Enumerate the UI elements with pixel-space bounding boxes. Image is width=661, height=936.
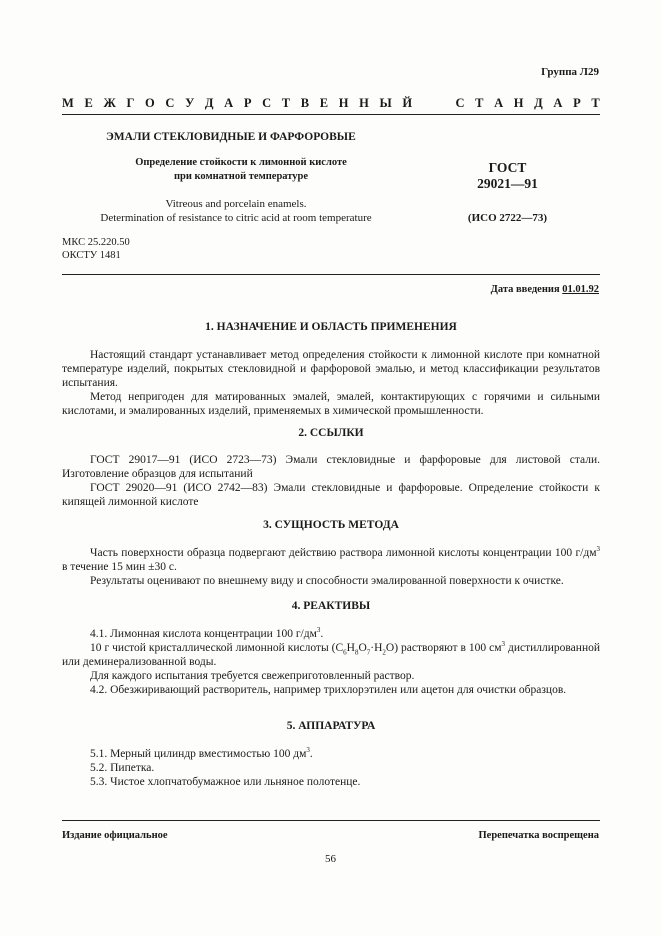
- subscript: 6: [343, 648, 347, 657]
- document-subtitle: [106, 156, 376, 184]
- reference-item: ГОСТ 29020—91 (ИСО 2742—83) Эмали стекловидные и фарфоровые. Определение стойкости к кипящей лимонной кислоте: [62, 482, 600, 508]
- banner-letter: Й: [402, 96, 413, 110]
- english-title-line: Determination of resistance to citric acid at room temperature: [100, 212, 372, 224]
- superscript: 3: [596, 545, 600, 554]
- effective-date-value: 01.01.92: [562, 284, 599, 295]
- header-rule: [62, 274, 600, 275]
- banner-word-gap: [423, 96, 445, 110]
- section-heading: 5. АППАРАТУРА: [286, 720, 376, 732]
- text-run: в течение 15 мин ±30 с.: [62, 561, 177, 573]
- text-run: .: [320, 628, 324, 640]
- gost-label: ГОСТ: [488, 160, 527, 175]
- section-heading: 1. НАЗНАЧЕНИЕ И ОБЛАСТЬ ПРИМЕНЕНИЯ: [205, 321, 457, 333]
- section-heading: 4. РЕАКТИВЫ: [291, 600, 371, 612]
- banner-letter: Т: [591, 96, 600, 110]
- english-title: [86, 197, 386, 225]
- okstu-code: ОКСТУ 1481: [62, 250, 121, 261]
- banner-letter: Р: [573, 96, 581, 110]
- iso-reference: (ИСО 2722—73): [467, 212, 548, 224]
- footer-official-edition: Издание официальное: [62, 830, 168, 841]
- document-title: ЭМАЛИ СТЕКЛОВИДНЫЕ И ФАРФОРОВЫЕ: [106, 131, 356, 143]
- banner-letter: Ж: [103, 96, 116, 110]
- effective-date: [491, 283, 599, 297]
- paragraph: 5.2. Пипетка.: [90, 762, 155, 774]
- section-2: [62, 426, 600, 509]
- subscript: 7: [366, 648, 371, 657]
- section-5: [62, 719, 600, 789]
- section-1: [62, 320, 600, 418]
- footer-rule: [62, 820, 600, 821]
- banner-letter: О: [145, 96, 155, 110]
- top-rule: [62, 114, 600, 115]
- banner-letter: Р: [243, 96, 252, 110]
- banner-letter: В: [300, 96, 310, 110]
- page-number: 56: [325, 853, 336, 865]
- section-4: [62, 599, 600, 697]
- classification-codes: [62, 236, 130, 262]
- subtitle-line: Определение стойкости к лимонной кислоте: [135, 157, 347, 168]
- text-run: дистиллированной или деминерализованной воды.: [62, 642, 601, 668]
- banner-letter: Н: [513, 96, 524, 110]
- text-run: Часть поверхности образца подвергают действию раствора лимонной кислоты концентрации 100 г/дм: [90, 547, 597, 559]
- banner-letter: Н: [359, 96, 369, 110]
- paragraph: Настоящий стандарт устанавливает метод определения стойкости к лимонной кислоте при комнатной температуре изделий, покрытых стекловидной и фарфоровой эмалью, и метод классификации результатов испытания.: [62, 349, 600, 389]
- banner-letter: С: [165, 96, 175, 110]
- section-heading: 2. ССЫЛКИ: [298, 427, 364, 439]
- banner-letter: Т: [475, 96, 484, 110]
- banner-letter: Ы: [379, 96, 392, 110]
- footer-reprint-notice: Перепечатка воспрещена: [478, 830, 599, 841]
- superscript: 3: [316, 626, 321, 635]
- text-run: 4.1. Лимонная кислота концентрации 100 г/дм: [90, 628, 317, 640]
- section-3: [62, 518, 600, 588]
- paragraph: 4.2. Обезжиривающий растворитель, например трихлорэтилен или ацетон для очистки образцов.: [90, 684, 567, 696]
- section-heading: 3. СУЩНОСТЬ МЕТОДА: [263, 519, 399, 531]
- subscript: 2: [382, 648, 386, 657]
- paragraph: 5.3. Чистое хлопчатобумажное или льняное полотенце.: [90, 776, 361, 788]
- banner-letter: Г: [126, 96, 135, 110]
- paragraph: [62, 641, 600, 669]
- text-run: .: [309, 748, 313, 760]
- banner-letter: Д: [534, 96, 543, 110]
- paragraph: Результаты оценивают по внешнему виду и способности эмалированной поверхности к очистке.: [90, 575, 564, 587]
- banner-letter: Д: [204, 96, 214, 110]
- subtitle-line: при комнатной температуре: [173, 171, 309, 182]
- reference-item: ГОСТ 29017—91 (ИСО 2723—73) Эмали стекловидные и фарфоровые для листовой стали. Изготовление образцов для испытаний: [62, 454, 600, 480]
- superscript: 3: [501, 640, 506, 649]
- banner-letter: А: [494, 96, 504, 110]
- paragraph: Метод непригоден для матированных эмалей, эмалей, контактирующих с горячими и сильными кислотами, и эмалированных изделий, применяемых в химической промышленности.: [62, 391, 600, 417]
- banner-letter: Т: [281, 96, 291, 110]
- banner-letter: У: [185, 96, 195, 110]
- superscript: 3: [306, 746, 310, 755]
- banner-letter: С: [262, 96, 272, 110]
- text-run: H: [346, 642, 355, 654]
- paragraph: Для каждого испытания требуется свежеприготовленный раствор.: [90, 670, 415, 682]
- paragraph: [62, 627, 600, 641]
- text-run: ·H: [370, 642, 383, 654]
- mks-code: МКС 25.220.50: [62, 237, 130, 248]
- banner-letter: Е: [84, 96, 93, 110]
- gost-number: [440, 160, 575, 192]
- group-code: Группа Л29: [541, 66, 599, 78]
- effective-date-label: Дата введения: [490, 284, 563, 295]
- banner-letter: Е: [319, 96, 329, 110]
- banner-letter: А: [553, 96, 563, 110]
- banner-letter: С: [455, 96, 465, 110]
- text-run: O) растворяют в 100 см: [385, 642, 502, 654]
- subscript: 8: [354, 648, 359, 657]
- paragraph: [62, 747, 600, 761]
- banner-letter: М: [62, 96, 74, 110]
- paragraph: [62, 546, 600, 574]
- text-run: O: [358, 642, 367, 654]
- english-title-line: Vitreous and porcelain enamels.: [165, 198, 307, 210]
- banner-letter: А: [224, 96, 234, 110]
- text-run: 10 г чистой кристаллической лимонной кислоты (C: [90, 642, 344, 654]
- banner-letter: Н: [338, 96, 349, 110]
- standard-banner: [62, 96, 600, 110]
- gost-code: 29021—91: [477, 176, 538, 191]
- text-run: 5.1. Мерный цилиндр вместимостью 100 дм: [90, 748, 307, 760]
